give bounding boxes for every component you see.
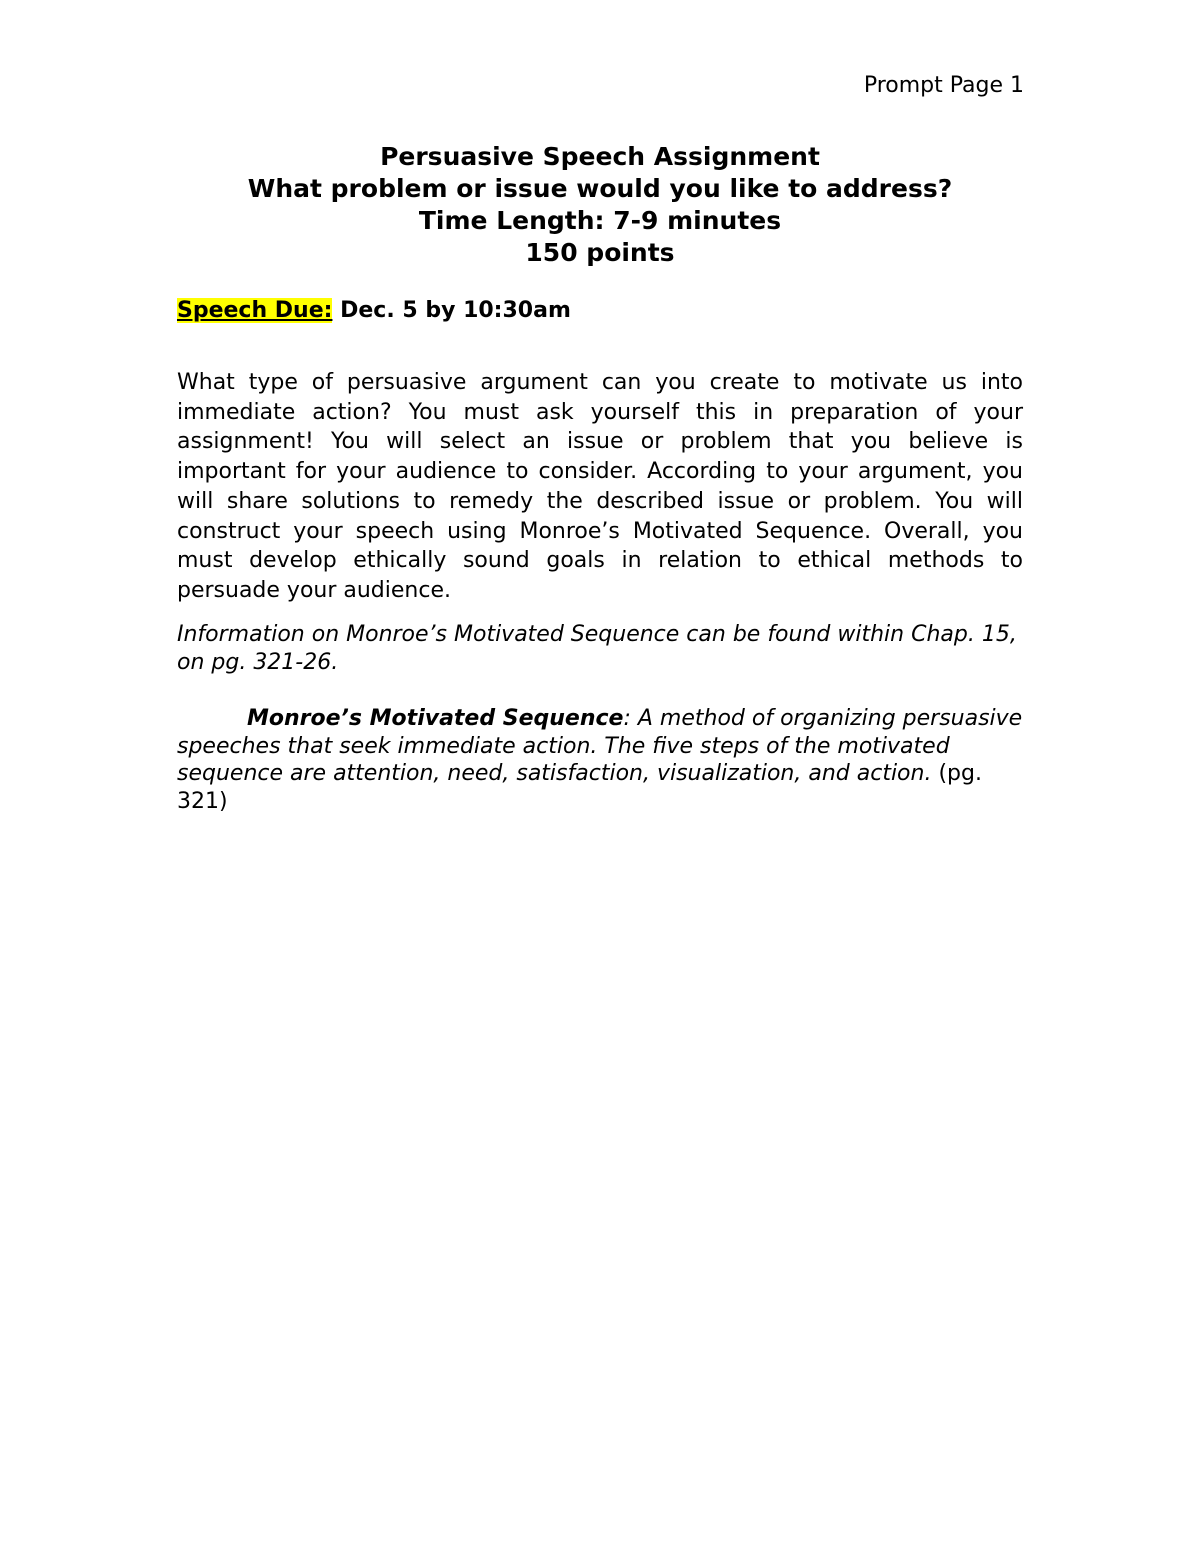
definition-text: : A method of organizing persuasive speeches that seek immediate action. The five steps of the motivated sequence are attention, need, satisfaction, visualization, and action.	[177, 706, 1023, 786]
due-value: Dec. 5 by 10:30am	[332, 298, 571, 323]
title-block	[176, 141, 1024, 269]
assignment-question: What problem or issue would you like to address?	[247, 174, 953, 203]
definition-paragraph	[177, 705, 1023, 815]
body-paragraph: What type of persuasive argument can you create to motivate us into immediate action? You must ask yourself this in preparation of your assignment! You will select an issue or problem that you believe is important for your audience to consider. According to your argument, you will share solutions to remedy the described issue or problem. You will construct your speech using Monroe’s Motivated Sequence. Overall, you must develop ethically sound goals in relation to ethical methods to persuade your audience.	[177, 370, 1023, 603]
points: 150 points	[525, 238, 675, 267]
due-line	[177, 296, 571, 326]
definition-citation: (pg. 321)	[177, 761, 982, 814]
info-paragraph: Information on Monroe’s Motivated Sequence can be found within Chap. 15, on pg. 321-26.	[177, 622, 1017, 675]
assignment-title: Persuasive Speech Assignment	[380, 142, 820, 171]
time-length: Time Length: 7-9 minutes	[418, 206, 782, 235]
page-header: Prompt Page 1	[863, 73, 1024, 98]
due-label: Speech Due:	[177, 298, 333, 323]
definition-term: Monroe’s Motivated Sequence	[247, 706, 624, 731]
